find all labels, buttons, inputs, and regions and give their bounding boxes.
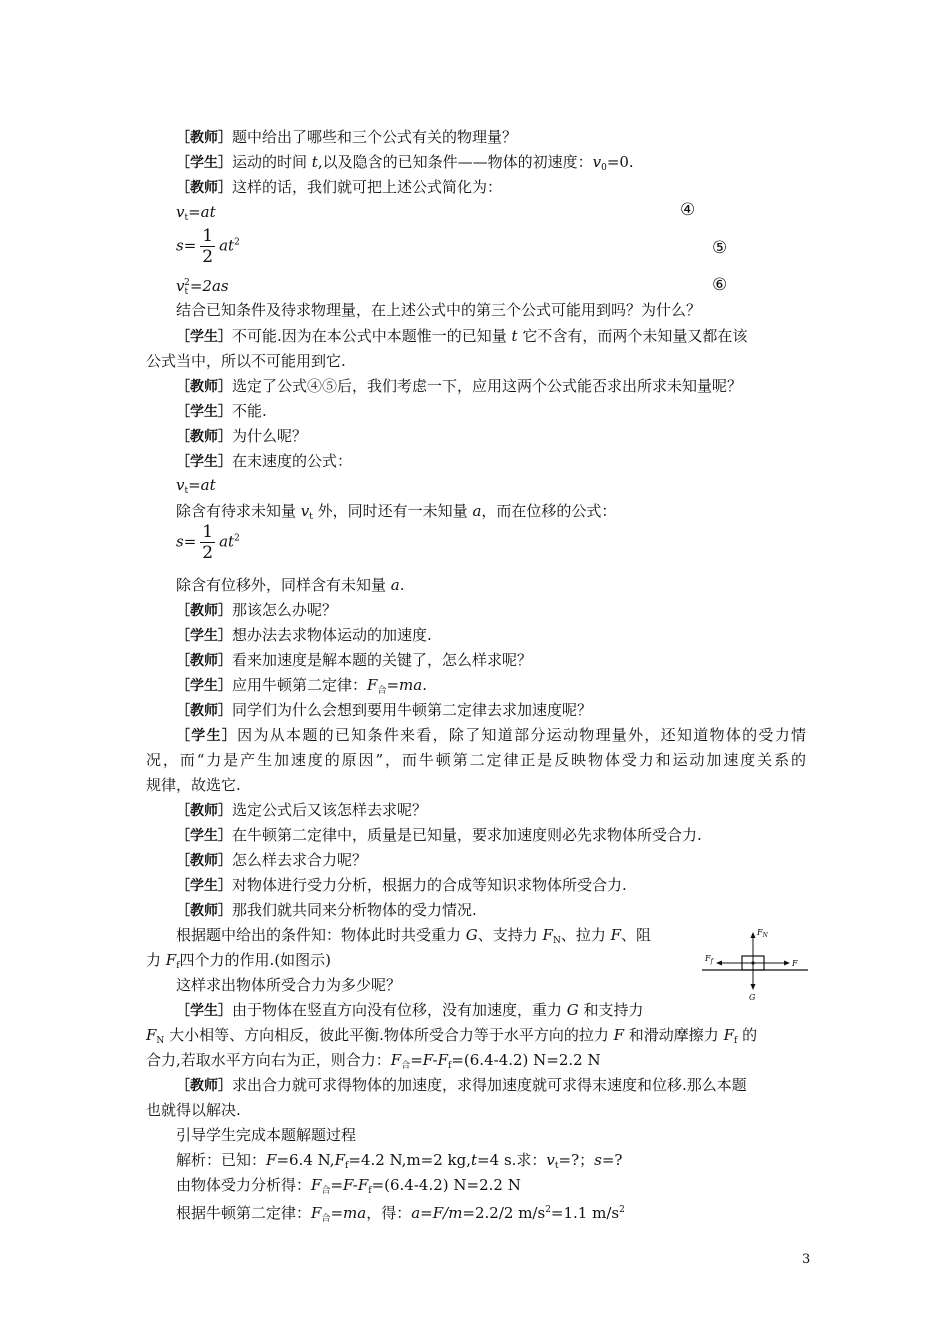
paragraph-line: 况，而“力是产生加速度的原因”，而牛顿第二定律正是反映物体受力和运动加速度关系的	[146, 751, 806, 769]
equation-5: s= $\frac{1}{2}$ $at^2$	[176, 226, 240, 267]
dialogue-line: ［学生］应用牛顿第二定律：$F_合=ma$.	[176, 676, 427, 696]
equation-6: $v_t^2=2as$	[176, 277, 229, 297]
gravity-arrowhead	[751, 984, 756, 990]
paragraph-line: 引导学生完成本题解题过程	[176, 1126, 357, 1144]
paragraph-line: 这样求出物体所受合力为多少呢？	[176, 976, 402, 994]
dialogue-line: ［学生］因为从本题的已知条件来看，除了知道部分运动物理量外，还知道物体的受力情	[176, 726, 806, 744]
gravity-label: G	[749, 993, 756, 1002]
dialogue-line: ［教师］那我们就共同来分析物体的受力情况.	[176, 901, 477, 919]
page-number: 3	[802, 1252, 811, 1267]
paragraph-line: 力 $F_f$四个力的作用.(如图示)	[146, 951, 332, 971]
dialogue-line: ［教师］这样的话，我们就可把上述公式简化为：	[176, 178, 503, 196]
dialogue-line: ［教师］看来加速度是解本题的关键了，怎么样求呢？	[176, 651, 533, 669]
friction-label: $F_f$	[705, 954, 713, 965]
dialogue-line: ［学生］运动的时间 t,以及隐含的已知条件——物体的初速度：$v_0=0$.	[176, 153, 634, 173]
dialogue-line: ［教师］同学们为什么会想到要用牛顿第二定律去求加速度呢？	[176, 701, 593, 719]
dialogue-line: ［学生］对物体进行受力分析，根据力的合成等知识求物体所受合力.	[176, 876, 627, 894]
normal-force-label: $F_N$	[757, 928, 768, 939]
equation-s: s= $\frac{1}{2}$ $at^2$	[176, 522, 240, 563]
dialogue-line: ［学生］不能.	[176, 402, 267, 420]
paragraph-line: 除含有待求未知量 $v_t$ 外，同时还有一未知量 a，而在位移的公式：	[176, 502, 617, 522]
normal-force-arrowhead	[751, 932, 756, 938]
paragraph-line: 由物体受力分析得：$F_合=F-F_f=(6.4-4.2)$ N=2.2 N	[176, 1176, 521, 1196]
paragraph-line: 根据题中给出的条件知：物体此时共受重力 G、支持力 $F_N$、拉力 F、阻	[176, 926, 652, 946]
paragraph-line: 结合已知条件及待求物理量，在上述公式中的第三个公式可能用到吗？为什么？	[176, 301, 702, 319]
dialogue-line: ［教师］选定公式后又该怎样去求呢？	[176, 801, 428, 819]
dialogue-line: ［学生］不可能.因为在本公式中本题惟一的已知量 t 它不含有，而两个未知量又都在该	[176, 327, 748, 345]
center-dot	[751, 961, 754, 964]
equation-number-6: ⑥	[712, 275, 728, 295]
paragraph-line: 合力,若取水平方向右为正，则合力：$F_合=F-F_f=(6.4-4.2)$ N=2.2 N	[146, 1051, 601, 1071]
force-diagram	[700, 924, 810, 1004]
paragraph-line: 除含有位移外，同样含有未知量 a.	[176, 576, 405, 594]
dialogue-line: ［教师］题中给出了哪些和三个公式有关的物理量？	[176, 128, 518, 146]
paragraph-line: 根据牛顿第二定律：$F_合=ma$，得：a=F/m=2.2/2 $m/s^2=1.1$ $m/s^2$	[176, 1204, 625, 1224]
dialogue-line: ［教师］怎么样去求合力呢？	[176, 851, 368, 869]
pull-force-label: F	[792, 959, 798, 968]
dialogue-line: ［学生］想办法去求物体运动的加速度.	[176, 626, 432, 644]
friction-arrowhead	[716, 961, 722, 966]
dialogue-line: ［学生］由于物体在竖直方向没有位移，没有加速度，重力 G 和支持力	[176, 1001, 644, 1019]
dialogue-line: ［学生］在牛顿第二定律中，质量是已知量，要求加速度则必先求物体所受合力.	[176, 826, 702, 844]
pull-force-arrowhead	[784, 961, 790, 966]
equation-vt: $v_t=at$	[176, 476, 216, 496]
dialogue-line: ［教师］选定了公式④⑤后，我们考虑一下，应用这两个公式能否求出所求未知量呢？	[176, 377, 743, 395]
dialogue-line: ［教师］求出合力就可求得物体的加速度，求得加速度就可求得末速度和位移.那么本题	[176, 1076, 747, 1094]
paragraph-line: 解析：已知：F=6.4 $N,F_f=4.2$ N,m=2 kg,t=4 s.求：$v_t=$?；s=?	[176, 1151, 623, 1171]
dialogue-line: ［教师］那该怎么办呢？	[176, 601, 338, 619]
paragraph-line: $F_N$ 大小相等、方向相反，彼此平衡.物体所受合力等于水平方向的拉力 F 和滑动摩擦力 $F_f$ 的	[146, 1026, 758, 1046]
dialogue-line: ［教师］为什么呢？	[176, 427, 308, 445]
equation-number-5: ⑤	[712, 238, 728, 258]
equation-number-4: ④	[680, 200, 696, 220]
equation-4: $v_t=at$	[176, 203, 216, 223]
paragraph-line: 规律，故选它.	[146, 776, 241, 794]
paragraph-line: 公式当中，所以不可能用到它.	[146, 352, 346, 370]
dialogue-line: ［学生］在末速度的公式：	[176, 452, 353, 470]
paragraph-line: 也就得以解决.	[146, 1101, 241, 1119]
